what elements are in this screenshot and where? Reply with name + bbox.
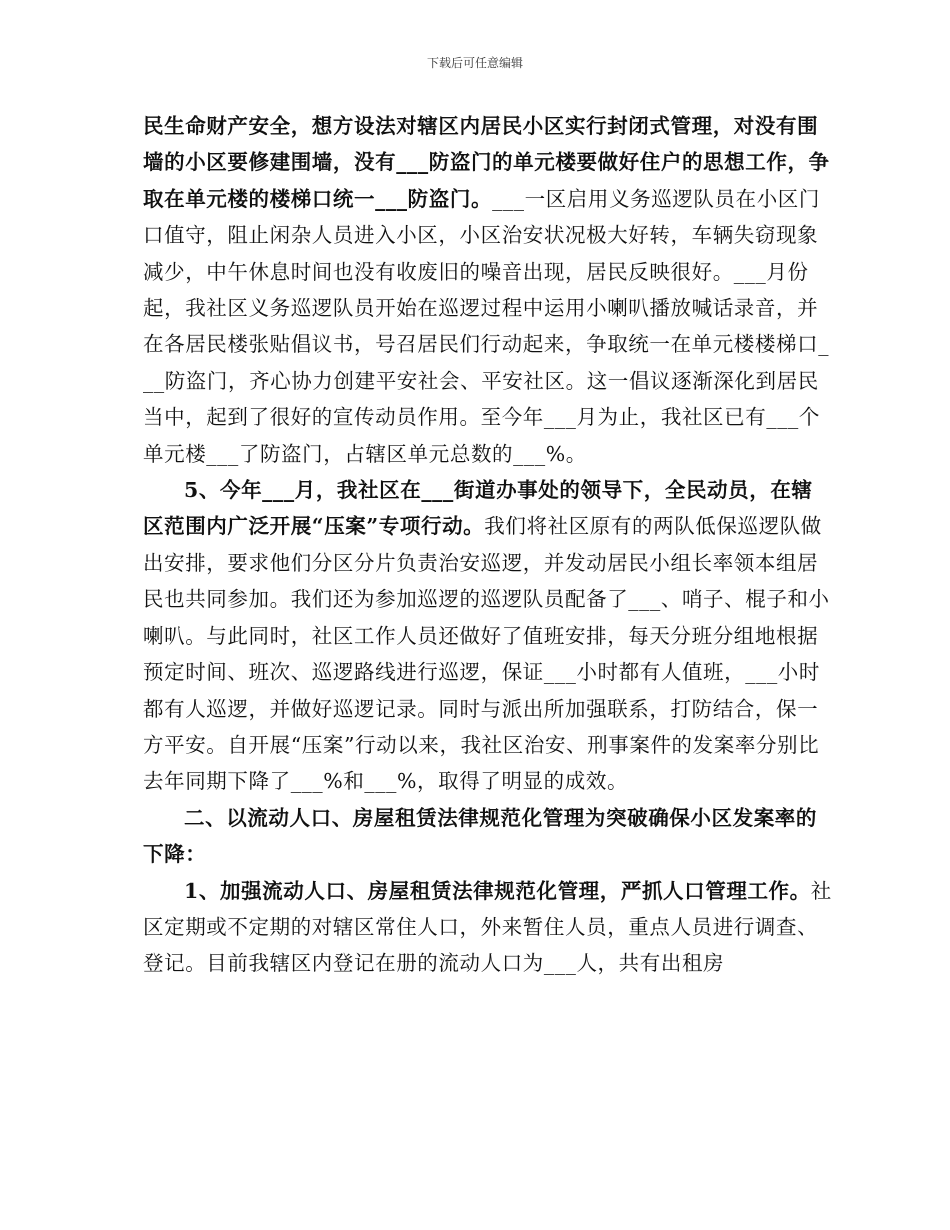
paragraph-text: 社区定期或不定期的对辖区常住人口，外来暂住人员，重点人员进行调查、登记。目前我辖区内登记在册的流动人口为___人，共有出租房	[143, 878, 832, 976]
paragraph-continuation	[143, 108, 833, 472]
section-heading-text: 二、以流动人口、房屋租赁法律规范化管理为突破确保小区发案率的下降：	[143, 805, 817, 867]
page-header: 下载后可任意编辑	[426, 56, 523, 70]
paragraph-bold-text: 5、今年___月，我社区在___街道办事处的领导下，全民动员，在辖区范围内广泛开展“压案”专项行动。	[143, 478, 813, 539]
paragraph-item-1	[143, 873, 833, 982]
paragraph-text: ___一区启用义务巡逻队员在小区门口值守，阻止闲杂人员进入小区，小区治安状况极大好转，车辆失窃现象减少，中午休息时间也没有收废旧的噪音出现，居民反映很好。___月份起，我社区义务巡逻队员开始在巡逻过程中运用小喇叭播放喊话录音，并在各居民楼张贴倡议书，号召居民们行动起来，争取统一在单元楼楼梯口___防盗门，齐心协力创建平安社会、平安社区。这一倡议逐渐深化到居民当中，起到了很好的宣传动员作用。至今年___月为止，我社区已有___个单元楼___了防盗门，占辖区单元总数的___%。	[143, 186, 830, 466]
paragraph-bold-text: 民生命财产安全，想方设法对辖区内居民小区实行封闭式管理，对没有围墙的小区要修建围墙，没有___防盗门的单元楼要做好住户的思想工作，争取在单元楼的楼梯口统一___防盗门。	[143, 114, 830, 211]
paragraph-bold-text: 1、加强流动人口、房屋租赁法律规范化管理，严抓人口管理工作。	[184, 878, 811, 903]
document-body	[143, 108, 833, 982]
paragraph-text: 我们将社区原有的两队低保巡逻队做出安排，要求他们分区分片负责治安巡逻，并发动居民小组长率领本组居民也共同参加。我们还为参加巡逻的巡逻队员配备了___、哨子、棍子和小喇叭。与此同时，社区工作人员还做好了值班安排，每天分班分组地根据预定时间、班次、巡逻路线进行巡逻，保证___小时都有人值班，___小时都有人巡逻，并做好巡逻记录。同时与派出所加强联系，打防结合，保一方平安。自开展“压案”行动以来，我社区治安、刑事案件的发案率分别比去年同期下降了___%和___%，取得了明显的成效。	[143, 514, 830, 794]
section-heading-2	[143, 800, 833, 873]
paragraph-item-5	[143, 472, 833, 800]
